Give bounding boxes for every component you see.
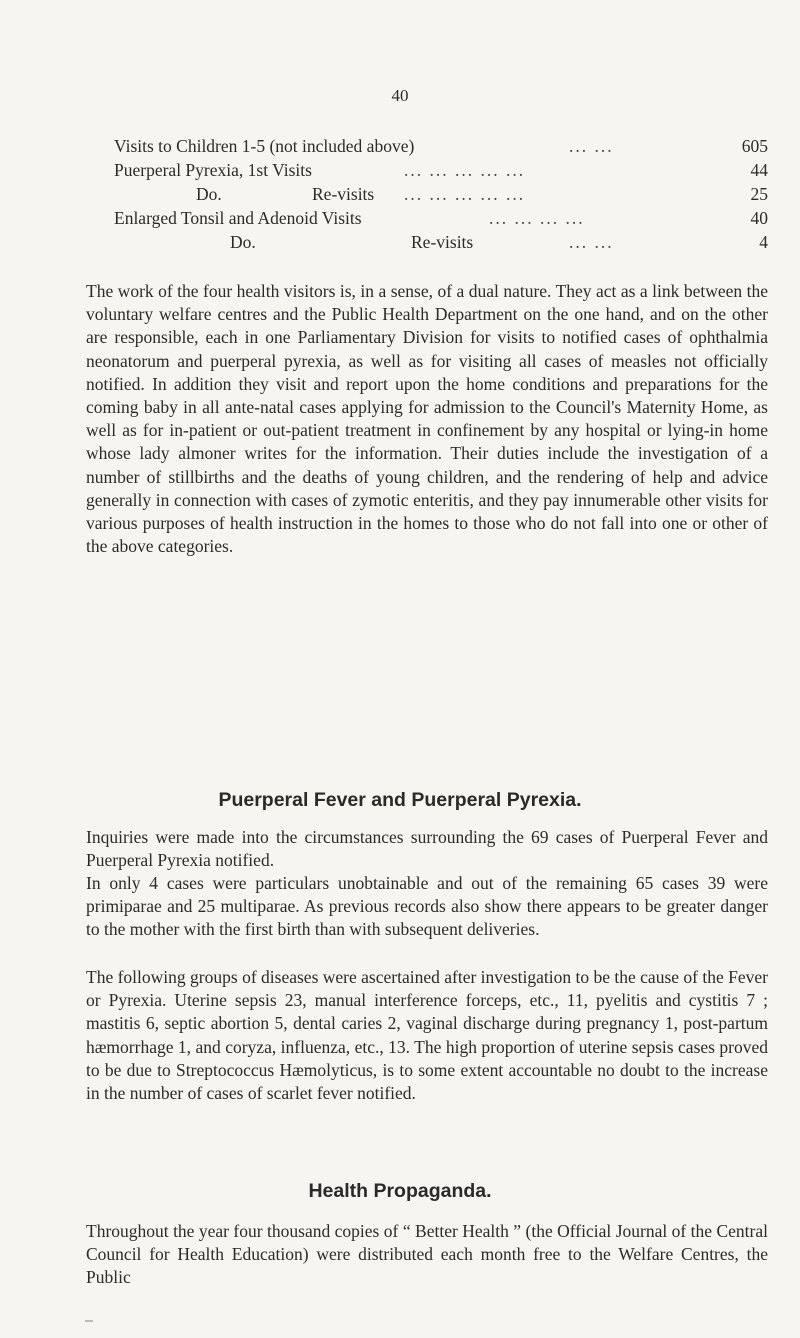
table-row bbox=[114, 206, 768, 230]
row-value: 4 bbox=[759, 232, 768, 252]
intro-paragraph: The work of the four health visitors is, in a sense, of a dual nature. They act as a link between the voluntary welfare centres and the Public Health Department on the one hand, and on the other are responsible, each in one Parliamentary Division for visits to notified cases of ophthalmia neonatorum and puerperal pyrexia, as well as for visiting all cases of measles not officially notified. In addition they visit and report upon the home conditions and preparations for the coming baby in all ante-natal cases applying for admission to the Council's Maternity Home, as well as for in-patient or out-patient treatment in confinement by any hospital or lying-in home whose lady almoner writes for the information. Their duties include the investigation of a number of stillbirths and the deaths of young children, and the rendering of help and advice generally in connection with cases of zymotic enteritis, and they pay innumerable other visits for various purposes of health instruction in the homes to those who do not fall into one or other of the above categories. bbox=[86, 281, 768, 557]
row-label: Do. bbox=[230, 232, 256, 252]
row-leader-dots: ... ... ... ... ... bbox=[404, 184, 526, 204]
row-sublabel: Re-visits bbox=[411, 232, 474, 252]
row-leader-dots: ... ... ... ... bbox=[489, 208, 585, 228]
table-row bbox=[114, 134, 768, 158]
row-value: 40 bbox=[750, 208, 768, 228]
row-label: Visits to Children 1-5 (not included above) bbox=[114, 136, 415, 156]
table-row bbox=[114, 158, 768, 182]
table-row bbox=[114, 230, 768, 254]
section-heading-propaganda: Health Propaganda. bbox=[308, 1180, 492, 1202]
row-leader-dots: ... ... bbox=[569, 232, 614, 252]
paragraph: Throughout the year four thousand copies of “ Better Health ” (the Official Journal of the Central Council for Health Education) were distributed each month free to the Welfare Centres, the Public bbox=[86, 1221, 768, 1288]
row-leader-dots: ... ... ... ... ... bbox=[404, 160, 526, 180]
row-label: Puerperal Pyrexia, 1st Visits bbox=[114, 160, 312, 180]
page-number: 40 bbox=[391, 86, 409, 105]
row-value: 25 bbox=[750, 184, 768, 204]
row-value: 44 bbox=[750, 160, 768, 180]
visits-table bbox=[114, 134, 768, 254]
paragraph: In only 4 cases were particulars unobtainable and out of the remaining 65 cases 39 were primiparae and 25 multiparae. As previous records also show there appears to be greater danger to the mother with the first birth than with subsequent deliveries. bbox=[86, 873, 768, 940]
row-sublabel: Re-visits bbox=[312, 184, 375, 204]
row-label: Do. bbox=[196, 184, 222, 204]
row-label: Enlarged Tonsil and Adenoid Visits bbox=[114, 208, 362, 228]
table-row bbox=[114, 182, 768, 206]
row-value: 605 bbox=[741, 136, 768, 156]
row-leader-dots: ... ... bbox=[569, 136, 614, 156]
page-mark bbox=[85, 1320, 93, 1322]
paragraph: Inquiries were made into the circumstances surrounding the 69 cases of Puerperal Fever and Puerperal Pyrexia notified. bbox=[86, 827, 768, 871]
paragraph: The following groups of diseases were ascertained after investigation to be the cause of the Fever or Pyrexia. Uterine sepsis 23, manual interference forceps, etc., 11, pyelitis and cystitis 7 ; mastitis 6, septic abortion 5, dental caries 2, vaginal discharge during pregnancy 1, post-partum hæmorrhage 1, and coryza, influenza, etc., 13. The high proportion of uterine sepsis cases proved to be due to Streptococcus Hæmolyticus, is to some extent accountable no doubt to the increase in the number of cases of scarlet fever notified. bbox=[86, 967, 768, 1104]
section-heading-puerperal: Puerperal Fever and Puerperal Pyrexia. bbox=[218, 789, 582, 811]
